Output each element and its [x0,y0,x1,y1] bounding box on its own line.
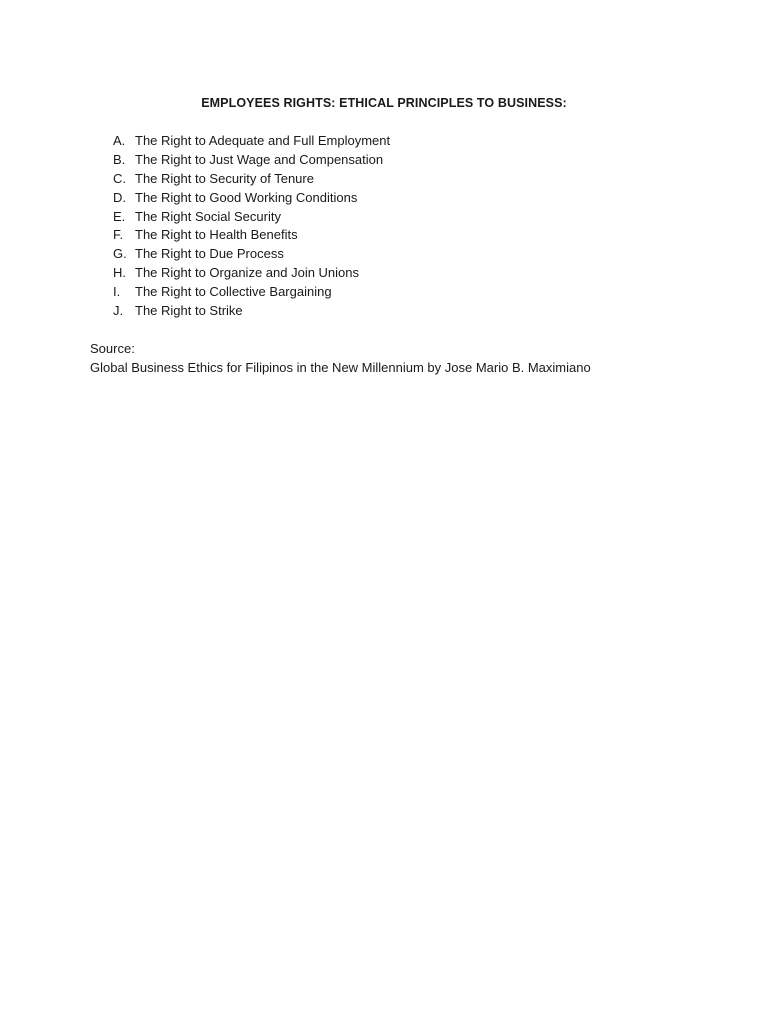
list-marker: F. [113,227,124,243]
list-item-text: The Right to Adequate and Full Employment [135,133,391,148]
list-item [113,264,390,283]
list-item [113,208,390,227]
source-block [90,340,591,377]
list-item-text: The Right to Strike [135,303,243,319]
list-marker: J. [113,303,124,319]
list-item-text: The Right to Organize and Join Unions [135,265,360,281]
source-citation: Global Business Ethics for Filipinos in the New Millennium by Jose Mario B. Maximiano [90,359,591,375]
list-item-text: The Right to Due Process [135,246,284,262]
list-marker: E. [113,208,126,224]
list-marker: B. [113,151,126,167]
list-marker: D. [113,189,126,205]
list-marker: C. [113,170,126,186]
list-marker: A. [113,133,126,148]
list-item [113,245,390,264]
list-item [113,302,390,321]
list-item [113,170,390,189]
source-label: Source: [90,341,135,356]
list-item [113,226,390,245]
list-marker: I. [113,284,121,300]
list-item [113,283,390,302]
list-marker: G. [113,246,127,262]
list-item-text: The Right to Collective Bargaining [135,284,332,300]
list-item [113,151,390,170]
list-item [113,189,390,208]
list-item [113,132,390,151]
list-item-text: The Right to Good Working Conditions [135,189,358,205]
rights-list [113,132,390,321]
list-item-text: The Right to Security of Tenure [135,170,314,186]
document-title: EMPLOYEES RIGHTS: ETHICAL PRINCIPLES TO BUSINESS: [201,96,567,110]
list-item-text: The Right to Health Benefits [135,227,298,243]
list-item-text: The Right Social Security [135,208,281,224]
list-item-text: The Right to Just Wage and Compensation [135,151,384,167]
list-marker: H. [113,265,126,281]
